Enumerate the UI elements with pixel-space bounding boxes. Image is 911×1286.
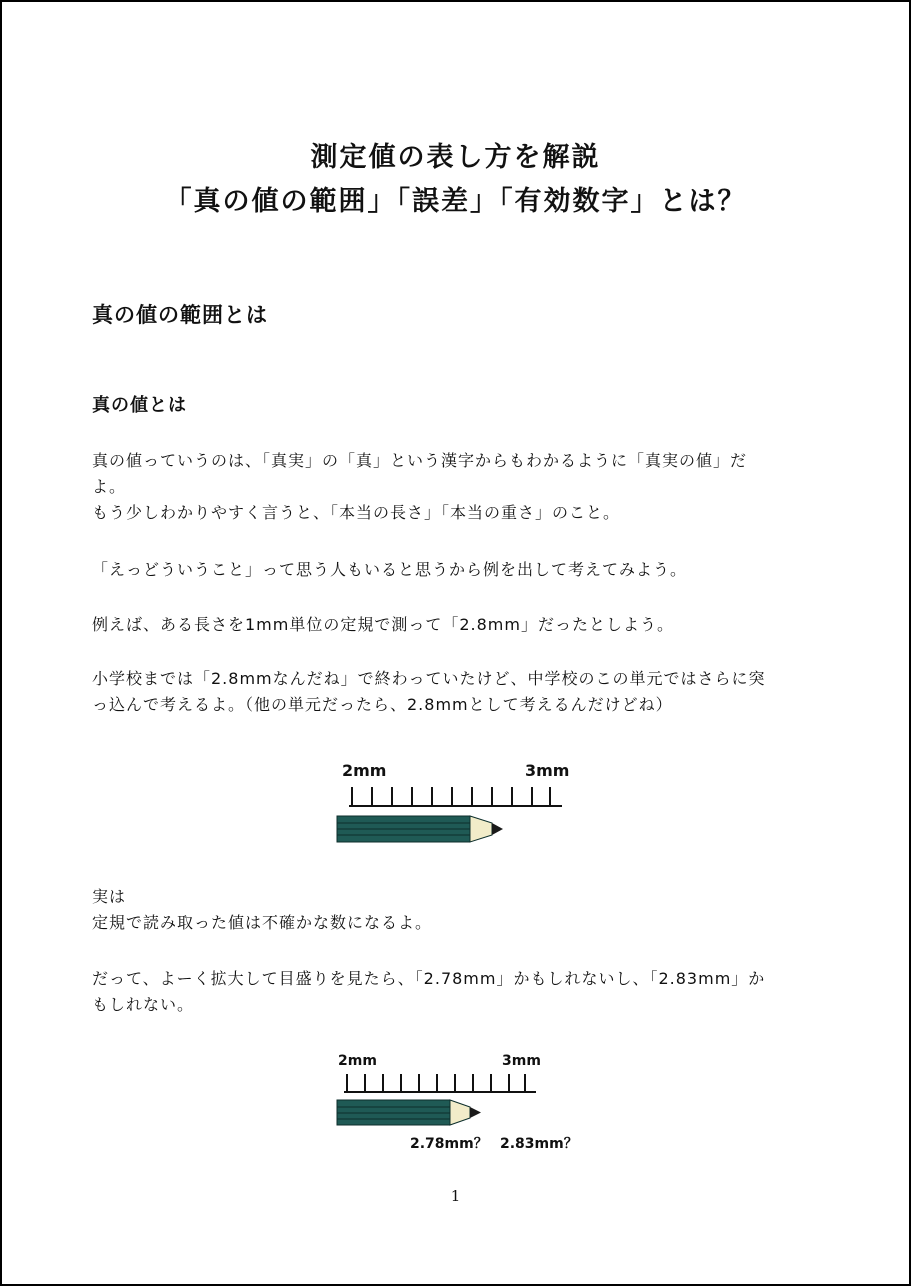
page-number: 1 [450,1187,461,1205]
ruler-pencil-figure-2 [332,1048,587,1158]
paragraph-5 [92,884,822,936]
pencil-icon [337,1100,481,1125]
guess-label-1: 2.78mm？ [410,1136,488,1152]
pencil-icon [337,816,503,842]
section-heading: 真の値の範囲とは [92,303,268,327]
paragraph-4 [92,666,822,718]
paragraph-1-line3: もう少しわかりやすく言うと、「本当の長さ」「本当の重さ」のこと。 [92,503,621,522]
guess-label-2: 2.83mm？ [500,1136,578,1152]
paragraph-5-line2: 定規で読み取った値は不確かな数になるよ。 [92,913,433,932]
page-title-line1: 測定値の表し方を解説 [310,142,601,173]
paragraph-6-line1: だって、よーく拡大して目盛りを見たら、「2.78mm」かもしれないし、「2.83mm」か [92,969,766,988]
paragraph-4-line2: っ込んで考えるよ。（他の単元だったら、2.8mmとして考えるんだけどね） [92,695,673,714]
figure2-right-label: 3mm [502,1053,541,1069]
paragraph-6-line2: もしれない。 [92,995,195,1014]
paragraph-1 [92,448,822,526]
figure1-left-label: 2mm [342,761,387,780]
paragraph-3: 例えば、ある長さを1mm単位の定規で測って「2.8mm」だったとしよう。 [92,615,674,634]
ruler-icon [349,787,562,806]
paragraph-5-line1: 実は [92,887,127,906]
ruler-pencil-figure-1 [332,758,577,848]
paragraph-4-line1: 小学校までは「2.8mmなんだね」で終わっていたけど、中学校のこの単元ではさらに突 [92,669,766,688]
ruler-icon [344,1074,536,1092]
paragraph-2: 「えっどういうこと」って思う人もいると思うから例を出して考えてみよう。 [92,560,688,579]
paragraph-1-line1: 真の値っていうのは、「真実」の「真」という漢字からもわかるように「真実の値」だ [92,451,748,470]
paragraph-1-line2: よ。 [92,477,127,496]
paragraph-6 [92,966,822,1018]
figure2-left-label: 2mm [338,1053,377,1069]
subsection-heading: 真の値とは [92,395,187,416]
page-title-line2: 「真の値の範囲」「誤差」「有効数字」とは？ [164,186,747,217]
figure1-right-label: 3mm [525,761,570,780]
